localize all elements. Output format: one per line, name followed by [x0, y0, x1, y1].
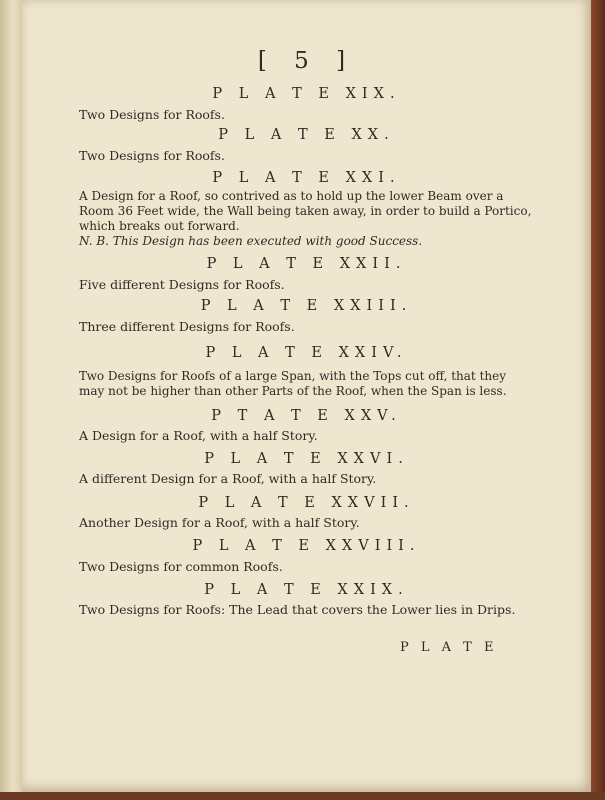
- description-line: A Design for a Roof, so contrived as to hold up the lower Beam over a: [79, 189, 504, 203]
- plate-heading: P L A T E XXII.: [206, 256, 407, 272]
- plate-description: [79, 602, 549, 617]
- description-line: Two Designs for Roofs.: [79, 148, 225, 163]
- description-line: Five different Designs for Roofs.: [79, 277, 285, 292]
- plate-description: [79, 319, 549, 334]
- plate-heading: P L A T E XXVII.: [198, 495, 415, 511]
- description-line: Two Designs for Roofs: The Lead that covers the Lower lies in Drips.: [79, 602, 516, 617]
- plate-heading: P L A T E XXVIII.: [192, 538, 421, 554]
- book-bottom-edge: [0, 792, 605, 800]
- description-line: Another Design for a Roof, with a half Story.: [79, 515, 360, 530]
- plate-description: [79, 277, 549, 292]
- description-line: may not be higher than other Parts of the Roof, when the Span is less.: [79, 384, 507, 398]
- description-line: N. B. This Design has been executed with good Success.: [79, 234, 423, 248]
- plate-description: [79, 471, 549, 486]
- plate-heading: P T A T E XXV.: [211, 408, 402, 424]
- page-number: [ 5 ]: [257, 48, 356, 74]
- plate-description: [79, 148, 549, 163]
- description-line: Three different Designs for Roofs.: [79, 319, 295, 334]
- plate-heading: P L A T E XXIX.: [204, 582, 409, 598]
- plate-heading: P L A T E XX.: [218, 127, 395, 143]
- plate-heading: P L A T E XIX.: [212, 86, 401, 102]
- plate-description: [79, 189, 549, 249]
- plate-description: [79, 428, 549, 443]
- book-gutter: [0, 0, 22, 800]
- description-line: Two Designs for Roofs of a large Span, with the Tops cut off, that they: [79, 369, 506, 383]
- description-line: A Design for a Roof, with a half Story.: [79, 428, 318, 443]
- plate-description: [79, 107, 549, 122]
- catchword: P L A T E: [400, 640, 498, 655]
- plate-description: [79, 559, 549, 574]
- plate-heading: P L A T E XXIII.: [200, 298, 413, 314]
- description-line: Two Designs for common Roofs.: [79, 559, 283, 574]
- description-line: which breaks out forward.: [79, 219, 240, 233]
- plate-heading: P L A T E XXIV.: [205, 345, 408, 361]
- book-page: [22, 0, 591, 792]
- plate-heading: P L A T E XXI.: [212, 170, 401, 186]
- plate-heading: P L A T E XXVI.: [204, 451, 409, 467]
- plate-description: [79, 515, 549, 530]
- description-line: Two Designs for Roofs.: [79, 107, 225, 122]
- description-line: A different Design for a Roof, with a half Story.: [79, 471, 377, 486]
- book-cover-edge: [591, 0, 605, 800]
- description-line: Room 36 Feet wide, the Wall being taken away, in order to build a Portico,: [79, 204, 532, 218]
- page-content: [22, 0, 591, 792]
- plate-description: [79, 369, 549, 399]
